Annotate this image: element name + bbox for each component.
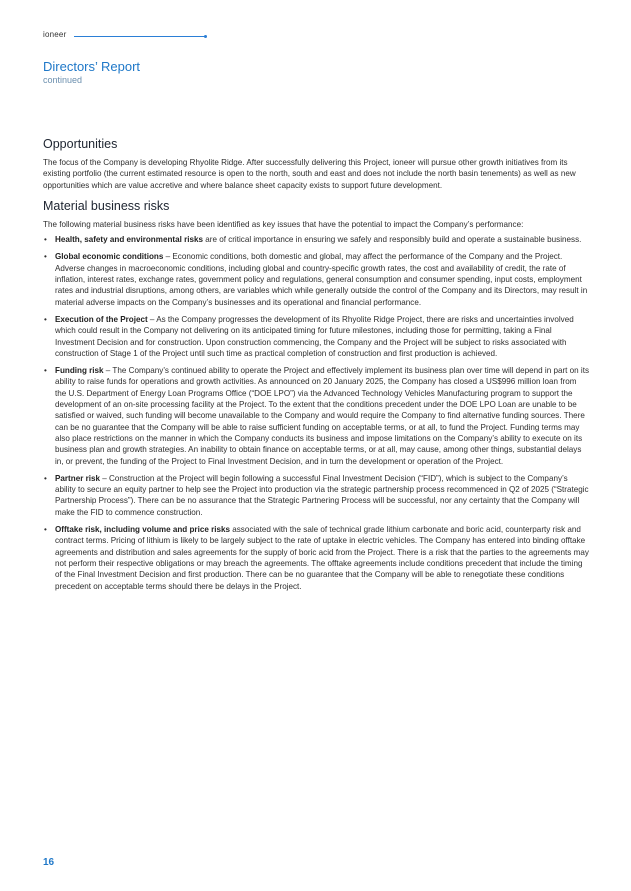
risk-item-offtake: [43, 524, 589, 592]
risk-text: – The Company’s continued ability to operate the Project and effectively implement its business plan over time will depend in part on its ability to raise funds for operations and growth activities. As announced on 20 January 2025, the Company has closed a US$996 million loan from the U.S. Department of Energy Loan Programs Office (“DOE LPO”) via the Advanced Technology Vehicles Manufacturing program to support the development of an on-site processing facility at the Project. To the extent that the conditions precedent under the DOE LPO Loan are unable to be satisfied or waived, such funding will become unavailable to the Company and would require the Company to find alternative funding sources. There can be no guarantee that the Company will be able to raise sufficient funding on acceptable terms, or at all, to fund the Project. Funding terms may also place restrictions on the manner in which the Company conducts its business and impose limitations on the Company’s ability to execute on its business plan and growth strategies. An inability to obtain finance on acceptable terms, or at all, may cause, among other things, substantial delays in, or prevent, the funding of the Project to Final Investment Decision, and in turn the development or operation of the Project.: [55, 366, 590, 466]
risk-item-partner: [43, 473, 589, 518]
risk-text: – As the Company progresses the development of its Rhyolite Ridge Project, there are risks and uncertainties involved which could result in the Company not delivering on its anticipated timing for future milestones, including those for permitting, taking a Final Investment Decision and for construction. Upon construction commencing, the Company and the Project will be subject to risks associated with construction of Stage 1 of the Project until such time as practical completion of construction and first production is achieved.: [55, 314, 574, 358]
risk-item-global-economic: [43, 251, 589, 307]
risk-item-execution: [43, 314, 589, 359]
page-number: 16: [43, 857, 55, 868]
risk-text: associated with the sale of technical grade lithium carbonate and boric acid, counterparty risk and contract terms. Pricing of lithium is likely to be largely subject to the rate of uptake in electric vehicles. The Company has entered into binding offtake agreements and distribution and sales agreements for the supply of boric acid from the Project. There is a risk that the parties to the agreements may not perform their respective obligations or may breach the agreements. The offtake agreements include conditions precedent that include the timing of the Final Investment Decision and first production. There can be no guarantee that the Company will be able to renegotiate these conditions precedent on acceptable terms should there be delays in the Project.: [55, 525, 589, 591]
report-subtitle: continued: [43, 75, 83, 85]
opportunities-heading: Opportunities: [43, 137, 118, 151]
risk-item-funding: [43, 365, 589, 467]
risk-name: Funding risk: [55, 366, 104, 376]
report-title: Directors’ Report: [43, 59, 141, 74]
brand-label: ioneer: [43, 30, 67, 39]
risk-name: Global economic conditions: [55, 252, 164, 262]
risks-intro: The following material business risks have been identified as key issues that have the potential to impact the Company’s performance:: [43, 219, 524, 229]
risk-text: – Economic conditions, both domestic and global, may affect the performance of the Company and the Project. Adverse changes in macroeconomic conditions, including global and country-specific growth rates, the cost and availability of credit, the rate of inflation, interest rates, exchange rates, government policy and regulations, general consumption and consumer spending, input costs, employment rates and industrial disruptions, among others, are variables which while generally outside the control of the Company and its Directors, may result in material adverse impacts on the Company’s businesses and its operational and financial performance.: [55, 252, 588, 307]
risk-item-health-safety: [43, 234, 589, 245]
risks-heading: Material business risks: [43, 198, 170, 213]
risk-name: Execution of the Project: [55, 314, 148, 324]
opportunities-paragraph: The focus of the Company is developing Rhyolite Ridge. After successfully delivering this Project, ioneer will pursue other growth initiatives from its existing portfolio (the current estimated resource is open to the north, south and east and does not include the north basin tenements) as well as new opportunities which are value accretive and where balance sheet capacity exists to support future development.: [43, 158, 576, 190]
header-rule: [74, 36, 206, 37]
report-body: [43, 137, 589, 598]
risk-text: are of critical importance in ensuring we safely and responsibly build and operate a sustainable business.: [203, 235, 582, 245]
risk-name: Offtake risk, including volume and price risks: [55, 525, 230, 535]
risk-list: [43, 234, 589, 592]
risk-text: – Construction at the Project will begin following a successful Final Investment Decision (“FID”), which is subject to the Company’s ability to secure an equity partner to help see the Project into production via the strategic partnership process recommenced in Q2 of 2025 (“Strategic Partnership Process”). There can be no assurance that the Strategic Partnering Process will be successful, nor any certainty that the Company will make the FID to commence construction.: [55, 473, 589, 517]
risk-name: Partner risk: [55, 473, 100, 483]
risk-name: Health, safety and environmental risks: [55, 235, 203, 245]
header-rule-dot: [204, 35, 207, 38]
